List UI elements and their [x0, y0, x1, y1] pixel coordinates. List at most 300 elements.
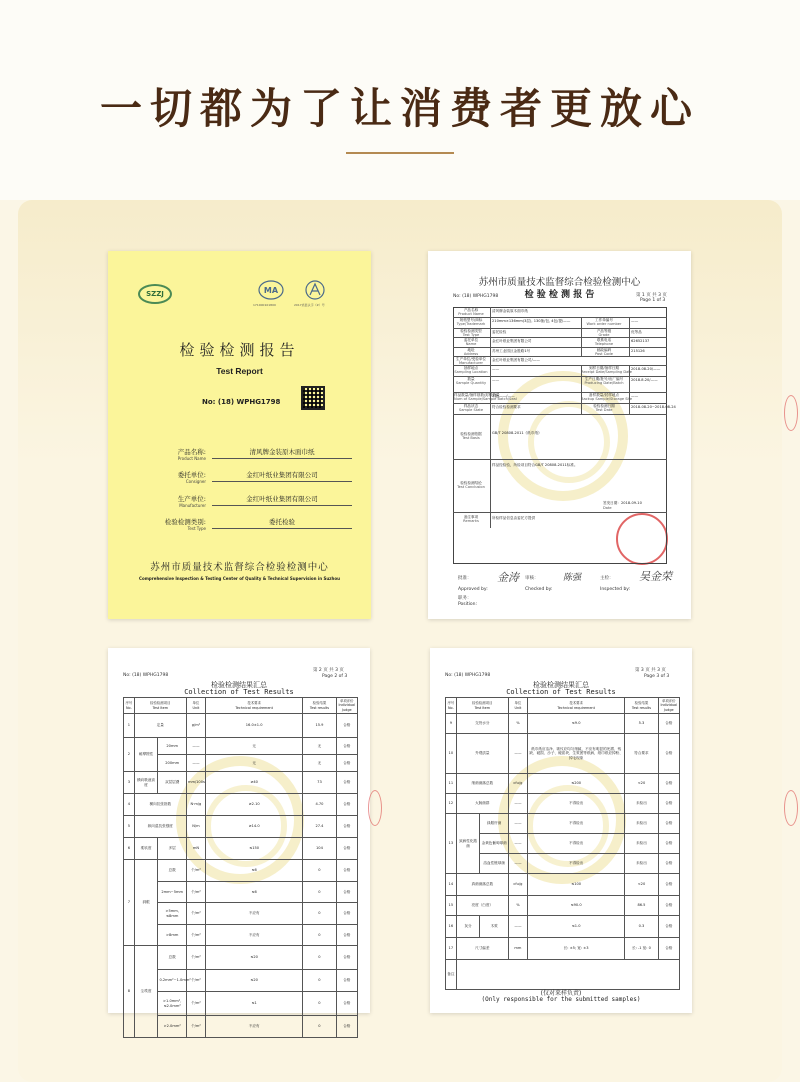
results-title: 检验检测结果汇总: [533, 681, 589, 689]
report-title: 检 验 检 测 报 告: [524, 290, 595, 300]
cell-no: 1: [124, 714, 135, 738]
grid-line: [490, 307, 491, 317]
cell-unit: N·m/g: [186, 794, 205, 816]
info-label-en: Producing Date/Batch: [584, 381, 624, 385]
cell-unit: ——: [508, 814, 527, 834]
cell-subitem: 溶血性链球菌: [480, 854, 509, 874]
grid-line: [490, 512, 491, 528]
cover-label-en: Test Type: [187, 526, 206, 531]
info-value: ——: [492, 367, 500, 371]
cell-unit: mm: [508, 938, 527, 960]
results-table: [123, 697, 358, 1038]
page-indicator-en: Page 3 of 3: [644, 674, 670, 679]
report-title: 检验检测报告: [179, 341, 300, 359]
cell-result: <20: [625, 874, 658, 896]
results-row: [446, 794, 680, 814]
results-row: [446, 834, 680, 854]
grid-line: [490, 356, 491, 365]
col-header: 检验检测项目 Test Item: [456, 698, 508, 714]
cell-item: 横向抗张指数: [134, 794, 186, 816]
results-row: [124, 772, 358, 794]
cell-no: 5: [124, 816, 135, 838]
info-label-en: Work order number: [586, 322, 622, 326]
grid-line: [629, 403, 630, 414]
cell-judge: 合格: [336, 925, 357, 946]
info-label: 检验检测依据: [460, 431, 482, 436]
cell-requirement: ≤20: [205, 946, 302, 970]
cal-code: 2017质监认字（Z）号: [294, 303, 325, 307]
info-label-en: Test Date: [595, 408, 613, 412]
approver-signature: 金涛: [497, 571, 519, 584]
qr-code-icon: [301, 386, 325, 410]
grid-line: [453, 459, 667, 460]
cell-subitem: 20mm: [158, 738, 187, 755]
cell-result: 27.4: [303, 816, 336, 838]
info-label-en: Remarks: [463, 519, 479, 523]
grid-line: [581, 392, 582, 403]
issue-date-label-en: Date: [603, 506, 612, 510]
info-value: 62652137: [631, 339, 650, 343]
testing-center-name-en: Comprehensive Inspection & Testing Center of Quality & Technical Supervision in Suzhou: [139, 576, 340, 581]
cell-unit: 个/m²: [186, 970, 205, 992]
cover-label: 委托单位:: [177, 471, 206, 479]
cell-no: 15: [446, 896, 457, 916]
cover-label: 检验检测类别:: [164, 518, 206, 526]
results-row: [124, 738, 358, 755]
info-label: 备注事项: [463, 515, 479, 519]
col-header: 序号 No.: [124, 698, 135, 714]
cell-no: 6: [124, 838, 135, 860]
grid-line: [629, 376, 630, 392]
cover-row-product: [136, 447, 356, 465]
report-number: No: (18) WPHG1798: [123, 673, 169, 678]
col-header: 检验检测项目 Test Item: [134, 698, 186, 714]
page-indicator: 第 3 页 共 3 页: [635, 668, 666, 673]
cell-unit: 个/m²: [186, 946, 205, 970]
cell-subitem: 总数: [158, 860, 187, 882]
szzj-logo-icon: SZZJ: [138, 284, 172, 304]
seam-stamp-icon: [784, 395, 798, 431]
cal-mark-icon: [301, 279, 329, 301]
results-row: [124, 794, 358, 816]
cell-unit: 个/m²: [186, 882, 205, 903]
cell-subitem: 多层: [158, 838, 187, 860]
grid-line: [490, 317, 491, 328]
results-row: [446, 938, 680, 960]
cell-unit: ——: [508, 794, 527, 814]
cell-subitem: >5mm, ≤8mm: [158, 903, 187, 925]
results-title-en: Collection of Test Results: [506, 688, 616, 696]
cell-item: 灰分: [456, 916, 480, 938]
disclaimer: (仅对来样负责): [540, 990, 582, 997]
cell-unit: ——: [508, 734, 527, 774]
cover-value: 委托检验: [212, 517, 352, 529]
info-label: 生产日期/批号/出厂编号: [584, 377, 624, 381]
cma-code: 171000101800: [253, 303, 276, 307]
cell-judge: 合格: [336, 946, 357, 970]
info-label: 生产单位/受检单位: [456, 357, 486, 361]
grid-line: [453, 512, 667, 513]
cell-judge: 合格: [658, 714, 679, 734]
grid-line: [629, 328, 630, 337]
checked-label: 审核：: [525, 576, 539, 581]
cell-judge: 合格: [336, 838, 357, 860]
grid-line: [581, 328, 582, 337]
inspector-signature: 吴金荣: [639, 570, 672, 583]
cell-result: 0: [303, 925, 336, 946]
cell-subitem: 2mm~5mm: [158, 882, 187, 903]
cover-label-en: Manufacturer: [179, 503, 206, 508]
grid-line: [581, 347, 582, 356]
cover-value: 金红叶纸业集团有限公司: [212, 494, 352, 506]
grid-line: [629, 392, 630, 403]
inspector-label: 主检：: [600, 576, 614, 581]
info-value: 210mm×136mm(3层), 130抽/包, 4包/提/——: [492, 319, 571, 323]
cell-requirement: ≤9.0: [527, 714, 624, 734]
info-value: ——: [631, 319, 639, 323]
cell-unit: cfu/g: [508, 874, 527, 896]
cell-unit: 个/m²: [186, 903, 205, 925]
info-label: 工作单编号: [595, 318, 613, 322]
disclaimer-en: (Only responsible for the submitted samples): [481, 996, 641, 1003]
info-label-en: Receipt Date/Sampling Date: [581, 370, 632, 374]
cell-result: 104: [303, 838, 336, 860]
grid-line: [490, 347, 491, 356]
cell-unit: ——: [508, 834, 527, 854]
grid-line: [490, 328, 491, 337]
info-value: 2018-08-20~2018-08-24: [631, 405, 676, 409]
grid-line: [629, 337, 630, 347]
cover-row-manufacturer: [136, 494, 356, 512]
cell-result: 0: [303, 992, 336, 1016]
info-label: 委托单位: [463, 338, 479, 342]
results-row: [124, 838, 358, 860]
cell-judge: 合格: [336, 1016, 357, 1038]
info-label-en: Address: [463, 352, 479, 356]
seam-stamp-icon: [784, 790, 798, 826]
test-results-page-2: [108, 648, 370, 1029]
cell-subitem: 200mm: [158, 755, 187, 772]
col-header: 检验结果 Test results: [303, 698, 336, 714]
report-number: No: (18) WPHG1798: [453, 294, 499, 299]
test-report-page-1: [428, 251, 691, 619]
test-report-cover: [108, 251, 371, 619]
results-header-row: [124, 698, 358, 714]
cell-judge: 合格: [658, 734, 679, 774]
col-header: 单项评价 Individual Judge: [336, 698, 357, 714]
info-value: 215126: [631, 349, 645, 353]
results-row: [446, 916, 680, 938]
results-row-blank: [446, 960, 680, 990]
cell-no: 4: [124, 794, 135, 816]
results-row: [124, 755, 358, 772]
cell-requirement: 无: [205, 738, 302, 755]
cell-subitem: >8mm: [158, 925, 187, 946]
cell-result: 0: [303, 903, 336, 925]
results-row: [124, 816, 358, 838]
cell-result: 15.9: [303, 714, 336, 738]
report-title-en: Test Report: [216, 366, 263, 376]
cell-requirement: 纸巾纸应洁净，皱纹应均匀细腻，不应有明显的死褶、残缺、破损、沙子、硬质块、生浆团等纸病，纸巾纸应掉粉、掉毛现象: [527, 734, 624, 774]
report-number: No: (18) WPHG1798: [445, 673, 491, 678]
info-label-en: Post Code: [595, 352, 613, 356]
grid-line: [490, 365, 491, 376]
results-row: [124, 1016, 358, 1038]
grid-line: [490, 414, 491, 459]
cell-no: 9: [446, 714, 457, 734]
cell-subitem: 双层层叠: [158, 772, 187, 794]
grid-line: [629, 347, 630, 356]
cell-item: 洞眼: [134, 860, 158, 946]
grid-line: [581, 337, 582, 347]
cell-unit: cfu/g: [508, 774, 527, 794]
cell-item: 真菌菌落总数: [456, 874, 508, 896]
cell-unit: %: [508, 714, 527, 734]
cell-requirement: ≤20: [205, 970, 302, 992]
approved-label-en: Approved by:: [458, 587, 488, 592]
grid-line: [581, 317, 582, 328]
cell-result: 未检出: [625, 834, 658, 854]
page-indicator-en: Page 1 of 3: [640, 298, 666, 303]
checked-label-en: Checked by:: [525, 587, 553, 592]
info-label-en: Num of Sample/Sample Batch/Seal: [454, 397, 517, 401]
cell-unit: %: [508, 896, 527, 916]
issue-date-label: 签发日期：: [603, 501, 621, 505]
cell-requirement: ≤1: [205, 992, 302, 1016]
cover-label-en: Product Name: [177, 456, 206, 461]
info-label-en: Telephone: [594, 342, 614, 346]
position-label-en: Position:: [458, 602, 478, 607]
info-label: 数量: [467, 377, 475, 381]
info-label: 检验检测类型: [460, 329, 482, 333]
cell-requirement: 不应有: [205, 1016, 302, 1038]
cell-unit: 个/m²: [186, 1016, 205, 1038]
cell-subitem: 总数: [158, 946, 187, 970]
inspected-label-en: Inspected by:: [600, 587, 631, 592]
cell-requirement: ≤90.0: [527, 896, 624, 916]
cover-value: 金红叶纸业集团有限公司: [212, 470, 352, 482]
issue-date: 2018-09-10: [621, 501, 642, 505]
cell-no: 10: [446, 734, 457, 774]
cell-judge: 合格: [658, 854, 679, 874]
results-row: [446, 774, 680, 794]
cell-item: 尘埃度: [134, 946, 158, 1038]
cell-judge: 合格: [336, 903, 357, 925]
info-label: 产品等级: [596, 329, 612, 333]
cell-requirement: 16.0±1.0: [205, 714, 302, 738]
svg-text:MA: MA: [263, 286, 279, 295]
info-value: ——: [631, 394, 639, 398]
results-row: [124, 946, 358, 970]
checker-signature: 陈强: [563, 573, 582, 583]
cell-unit: ——: [186, 738, 205, 755]
cell-result: 0: [303, 860, 336, 882]
grid-line: [490, 403, 491, 414]
cell-requirement: 无: [205, 755, 302, 772]
results-row: [124, 882, 358, 903]
cell-unit: ——: [508, 916, 527, 938]
cell-no: 14: [446, 874, 457, 896]
page-indicator-en: Page 2 of 3: [322, 674, 348, 679]
cover-label-en: Consigner: [185, 479, 206, 484]
cell-item: 柔软度: [134, 838, 158, 860]
cover-label: 生产单位:: [177, 495, 206, 503]
results-row: [124, 970, 358, 992]
info-value: 样品经检验，所检项目符合GB/T 20808-2011标准。: [492, 463, 578, 467]
info-value: 金红叶纸业集团有限公司/——: [492, 358, 540, 362]
cell-item: 细菌菌落总数: [456, 774, 508, 794]
cell-requirement: ≤200: [527, 774, 624, 794]
results-title: 检验检测结果汇总: [211, 681, 267, 689]
info-label: 检验检测日期: [593, 404, 615, 408]
cell-judge: 合格: [336, 882, 357, 903]
cell-result: <20: [625, 774, 658, 794]
grid-line: [629, 317, 630, 328]
cell-item: 纵向湿抗张强度: [134, 816, 186, 838]
cell-judge: 合格: [336, 970, 357, 992]
info-value: 苏州工业园区金胜路1号: [492, 349, 531, 353]
cell-judge: 合格: [336, 860, 357, 882]
cover-row-consigner: [136, 470, 356, 488]
cell-no: 11: [446, 774, 457, 794]
cell-unit: ——: [186, 755, 205, 772]
info-label-en: Manufacturer: [458, 361, 484, 365]
cell-result: 无: [303, 738, 336, 755]
cell-judge: 合格: [336, 816, 357, 838]
cell-judge: 合格: [658, 916, 679, 938]
cell-result: 0: [303, 970, 336, 992]
cell-judge: 合格: [336, 992, 357, 1016]
cell-item: 亮度（白度）: [456, 896, 508, 916]
page-headline: 一切都为了让消费者更放心: [99, 84, 700, 133]
cell-requirement: ≤6: [205, 860, 302, 882]
cell-requirement: ≥14.0: [205, 816, 302, 838]
cell-item: 横向吸液高度: [134, 772, 158, 794]
info-label: 联系电话: [596, 338, 612, 342]
cell-item: 大肠菌群: [456, 794, 508, 814]
grid-line: [581, 403, 582, 414]
info-value: 所检样品信息由委托方提供: [492, 516, 536, 520]
cell-result: 73: [303, 772, 336, 794]
cell-judge: 合格: [658, 834, 679, 854]
cell-subitem: 木浆: [480, 916, 509, 938]
cell-result: 4.70: [303, 794, 336, 816]
cover-label: 产品名称:: [177, 448, 206, 456]
cell-requirement: ≥40: [205, 772, 302, 794]
info-label: 产品名称: [463, 308, 479, 312]
center-name: 苏州市质量技术监督综合检验检测中心: [478, 277, 641, 288]
cell-result: 无: [303, 755, 336, 772]
cell-requirement: 不应有: [205, 925, 302, 946]
report-number: No: (18) WPHG1798: [202, 398, 281, 406]
info-label-en: Test Conclusion: [457, 484, 485, 489]
info-label-en: Sample State: [458, 408, 484, 412]
cell-result: 86.5: [625, 896, 658, 916]
seam-stamp-icon: [368, 790, 382, 826]
info-value: 符合检验检测要求: [492, 405, 521, 409]
grid-line: [490, 337, 491, 347]
position-label: 职务：: [458, 596, 472, 601]
info-label: 地址: [467, 348, 475, 352]
info-label: 规格型号/商标: [459, 318, 483, 322]
cell-item: 耐摩擦性: [134, 738, 158, 772]
info-value: 优等品: [631, 330, 642, 334]
results-row: [446, 896, 680, 916]
info-label: 到样日期/抽样日期: [589, 366, 619, 370]
cell-blank: [456, 960, 679, 990]
cell-result: 0.3: [625, 916, 658, 938]
cell-unit: 个/m²: [186, 992, 205, 1016]
cell-requirement: 不得检出: [527, 854, 624, 874]
col-header: 单项评价 Individual Judge: [658, 698, 679, 714]
cell-requirement: ≤6: [205, 882, 302, 903]
cell-requirement: 不得检出: [527, 814, 624, 834]
info-value: GB/T 20808-2011《纸巾纸》: [492, 431, 542, 435]
cell-judge: 合格: [336, 772, 357, 794]
cell-item: 交货水分: [456, 714, 508, 734]
cover-row-test-type: [136, 517, 356, 535]
cell-result: 长: -1 宽: 0: [625, 938, 658, 960]
cell-requirement: ≤1.0: [527, 916, 624, 938]
info-label-en: Name: [465, 342, 477, 346]
info-label: 邮政编码: [596, 348, 612, 352]
cell-subitem: 金黄色葡萄球菌: [480, 834, 509, 854]
cell-no: 16: [446, 916, 457, 938]
cell-subitem: >1.0mm², ≤2.0mm²: [158, 992, 187, 1016]
cell-requirement: 长: ±5; 宽: ±3: [527, 938, 624, 960]
cell-requirement: 不得检出: [527, 834, 624, 854]
cell-judge: 合格: [658, 938, 679, 960]
cell-unit: 个/m²: [186, 860, 205, 882]
info-label: 抽样地点: [463, 366, 479, 370]
results-row: [446, 854, 680, 874]
cell-item: 定量: [134, 714, 186, 738]
info-label-en: Product Name: [458, 312, 484, 316]
cell-unit: ——: [508, 854, 527, 874]
test-results-page-3: [430, 648, 692, 1013]
info-label-en: Grade: [598, 333, 610, 337]
results-row: [124, 992, 358, 1016]
grid-line: [629, 365, 630, 376]
cell-judge: 合格: [336, 794, 357, 816]
results-row: [124, 714, 358, 738]
results-title-en: Collection of Test Results: [184, 688, 294, 696]
results-row: [446, 734, 680, 774]
page-indicator: 第 2 页 共 3 页: [313, 668, 344, 673]
cell-subitem: 绿脓杆菌: [480, 814, 509, 834]
info-label-en: Sampling Location: [454, 370, 488, 374]
results-table: [445, 697, 680, 990]
cell-judge: 合格: [658, 896, 679, 916]
cell-judge: 合格: [658, 814, 679, 834]
cell-result: 0: [303, 946, 336, 970]
cell-item: 外观质量: [456, 734, 508, 774]
results-row: [446, 874, 680, 896]
cell-result: 0: [303, 882, 336, 903]
cell-judge: 合格: [336, 738, 357, 755]
info-value: 清风牌金装原木面巾纸: [492, 309, 528, 313]
cell-judge: 合格: [658, 874, 679, 896]
page-indicator: 第 1 页 共 3 页: [636, 293, 667, 298]
cell-requirement: 不得检出: [527, 794, 624, 814]
info-label-en: Sample Quantity: [455, 381, 487, 385]
cell-no: 13: [446, 814, 457, 874]
results-row: [124, 903, 358, 925]
cell-item: 致病性化脓菌: [456, 814, 480, 874]
grid-line: [453, 414, 667, 415]
cell-judge: 合格: [336, 755, 357, 772]
cell-no: 8: [124, 946, 135, 1038]
